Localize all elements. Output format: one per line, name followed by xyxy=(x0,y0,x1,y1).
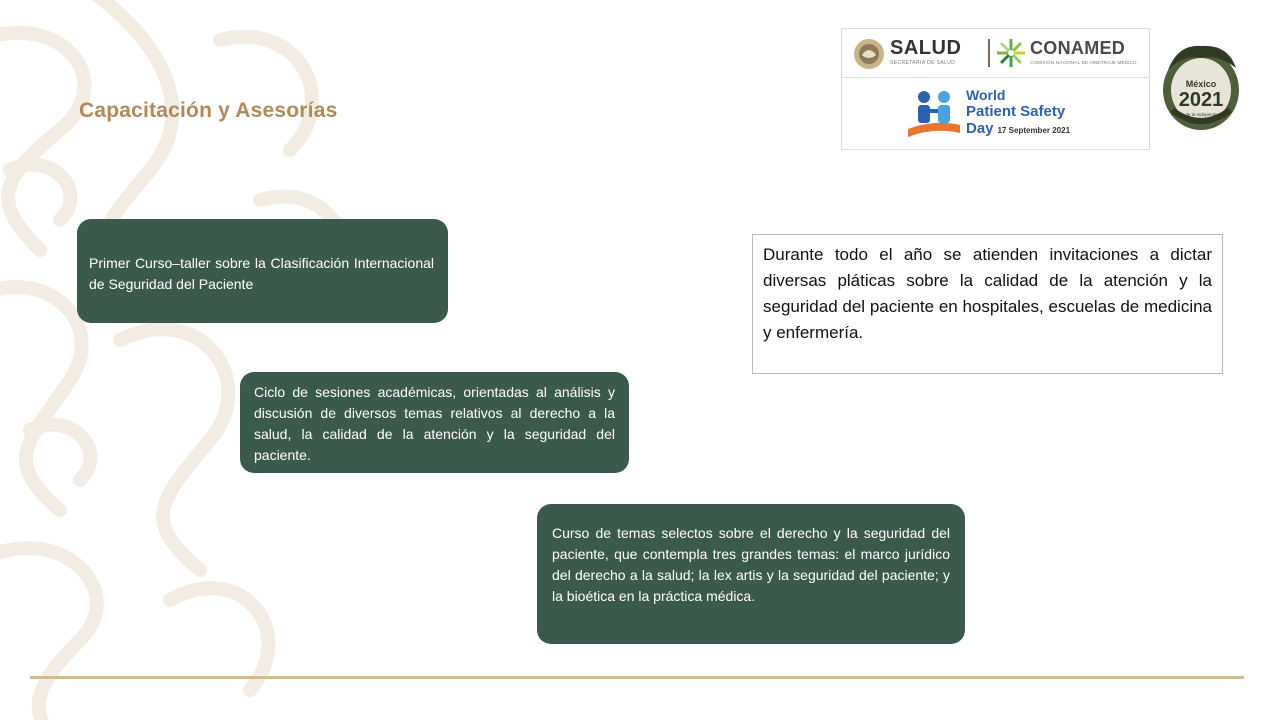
course-box-2: Ciclo de sesiones académicas, orientadas al análisis y discusión de diversos temas relativos al derecho a la salud, la calidad de la atención y la seguridad del paciente. xyxy=(240,372,629,473)
patient-safety-day-logo xyxy=(906,87,1136,143)
banner-divider xyxy=(842,77,1149,78)
mexico-eagle-icon xyxy=(852,37,886,71)
logo-divider xyxy=(988,39,990,67)
course-box-1: Primer Curso–taller sobre la Clasificación Internacional de Seguridad del Paciente xyxy=(77,219,448,323)
mexico-2021-seal-icon xyxy=(1158,40,1244,132)
page-title: Capacitación y Asesorías xyxy=(79,99,338,122)
seal-year: 2021 xyxy=(1178,89,1224,111)
logo-banner xyxy=(841,28,1150,150)
wpsd-date: 17 September 2021 xyxy=(997,126,1071,135)
salud-subtitle: SECRETARÍA DE SALUD xyxy=(890,60,956,66)
conamed-name: CONAMED xyxy=(1030,38,1126,58)
footer-divider xyxy=(30,676,1244,679)
seal-caption: Año de la Independencia xyxy=(1176,112,1226,117)
conamed-sunburst-icon xyxy=(996,38,1026,68)
conamed-logo xyxy=(996,35,1146,73)
info-text-box: Durante todo el año se atienden invitaciones a dictar diversas pláticas sobre la calidad de la atención y la seguridad del paciente en hospitales, escuelas de medicina y enfermería. xyxy=(752,234,1223,374)
salud-logo xyxy=(850,35,980,73)
patient-safety-figures-icon xyxy=(906,89,964,139)
wpsd-line2: Patient Safety xyxy=(966,103,1066,120)
salud-name: SALUD xyxy=(890,37,962,59)
wpsd-line1: World xyxy=(966,87,1006,103)
conamed-subtitle: COMISIÓN NACIONAL DE ARBITRAJE MÉDICO xyxy=(1030,60,1137,65)
seal-top-text: México xyxy=(1185,79,1217,89)
course-box-3: Curso de temas selectos sobre el derecho y la seguridad del paciente, que contempla tres grandes temas: el marco jurídico del derecho a la salud; la lex artis y la seguridad del paciente; y la bioética en la práctica médica. xyxy=(537,504,965,644)
wpsd-line3: Day xyxy=(966,120,994,137)
mexico-2021-seal xyxy=(1158,40,1244,132)
